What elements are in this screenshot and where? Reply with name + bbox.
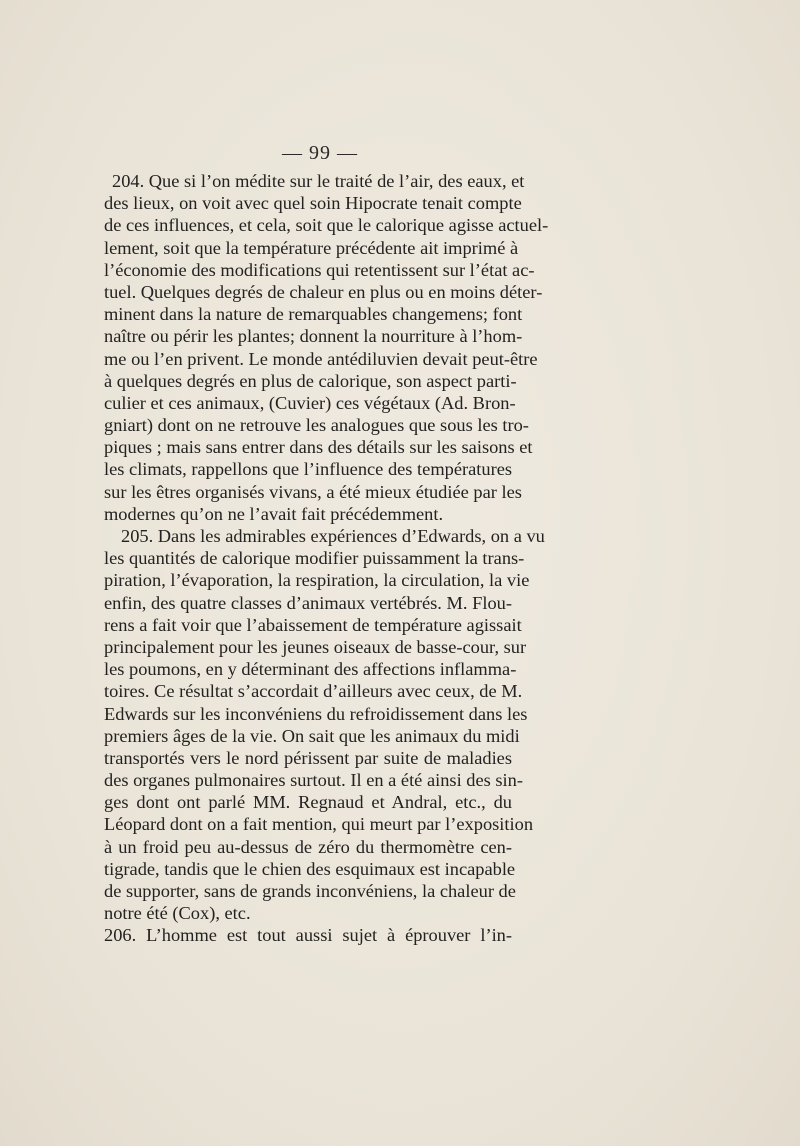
paragraph-205-last-line: notre été (Cox), etc. <box>104 903 251 924</box>
text-line: premiers âges de la vie. On sait que les animaux du midi <box>104 725 520 746</box>
text-line: Léopard dont on a fait mention, qui meurt par l’exposition <box>104 814 534 835</box>
text-line: à un froid peu au-dessus de zéro du thermomètre cen- <box>104 836 512 857</box>
paragraph-205-line-1: 205. Dans les admirables expériences d’Edwards, on a vu <box>121 526 545 546</box>
text-line: principalement pour les jeunes oiseaux de basse-cour, sur <box>104 636 527 657</box>
text-line: sur les êtres organisés vivans, a été mieux étudiée par les <box>104 481 522 502</box>
paragraph-204-last-line: modernes qu’on ne l’avait fait précédemment. <box>104 503 444 524</box>
text-line: tuel. Quelques degrés de chaleur en plus ou en moins déter- <box>104 281 543 302</box>
text-line: les poumons, en y déterminant des affections inflamma- <box>104 659 517 680</box>
page-number: — 99 — <box>282 142 358 164</box>
paragraph-204-line-1: 204. Que si l’on médite sur le traité de l’air, des eaux, et <box>112 171 525 191</box>
text-line: lement, soit que la température précédente ait imprimé à <box>104 237 519 258</box>
text-line: tigrade, tandis que le chien des esquimaux est incapable <box>104 858 516 879</box>
paragraph-206-line-1: 206. L’homme est tout aussi sujet à éprouver l’in- <box>104 925 512 946</box>
text-line: des lieux, on voit avec quel soin Hipocrate tenait compte <box>104 193 522 214</box>
text-line: transportés vers le nord périssent par suite de maladies <box>104 747 512 768</box>
text-line: culier et ces animaux, (Cuvier) ces végétaux (Ad. Bron- <box>104 392 516 413</box>
text-line: me ou l’en privent. Le monde antédiluvien devait peut-être <box>104 348 538 369</box>
text-line: piration, l’évaporation, la respiration, la circulation, la vie <box>104 570 530 591</box>
text-line: de supporter, sans de grands inconvéniens, la chaleur de <box>104 881 516 901</box>
text-line: l’économie des modifications qui retentissent sur l’état ac- <box>104 259 535 280</box>
text-line: naître ou périr les plantes; donnent la nourriture à l’hom- <box>104 326 523 347</box>
text-line: gniart) dont on ne retrouve les analogues que sous les tro- <box>104 415 529 436</box>
body-text <box>104 170 549 947</box>
text-line: des organes pulmonaires surtout. Il en a été ainsi des sin- <box>104 770 523 791</box>
text-line: enfin, des quatre classes d’animaux vertébrés. M. Flou- <box>104 592 512 613</box>
text-line: minent dans la nature de remarquables changemens; font <box>104 304 523 325</box>
text-line: de ces influences, et cela, soit que le calorique agisse actuel- <box>104 215 549 236</box>
text-line: toires. Ce résultat s’accordait d’ailleurs avec ceux, de M. <box>104 681 523 702</box>
text-line: rens a fait voir que l’abaissement de température agissait <box>104 614 522 635</box>
text-line: piques ; mais sans entrer dans des détails sur les saisons et <box>104 437 533 458</box>
text-line: à quelques degrés en plus de calorique, son aspect parti- <box>104 370 517 391</box>
text-line: les quantités de calorique modifier puissamment la trans- <box>104 548 525 569</box>
text-line: Edwards sur les inconvéniens du refroidissement dans les <box>104 703 528 724</box>
text-line: ges dont ont parlé MM. Regnaud et Andral, etc., du <box>104 792 512 813</box>
text-line: les climats, rappellons que l’influence des températures <box>104 459 513 480</box>
